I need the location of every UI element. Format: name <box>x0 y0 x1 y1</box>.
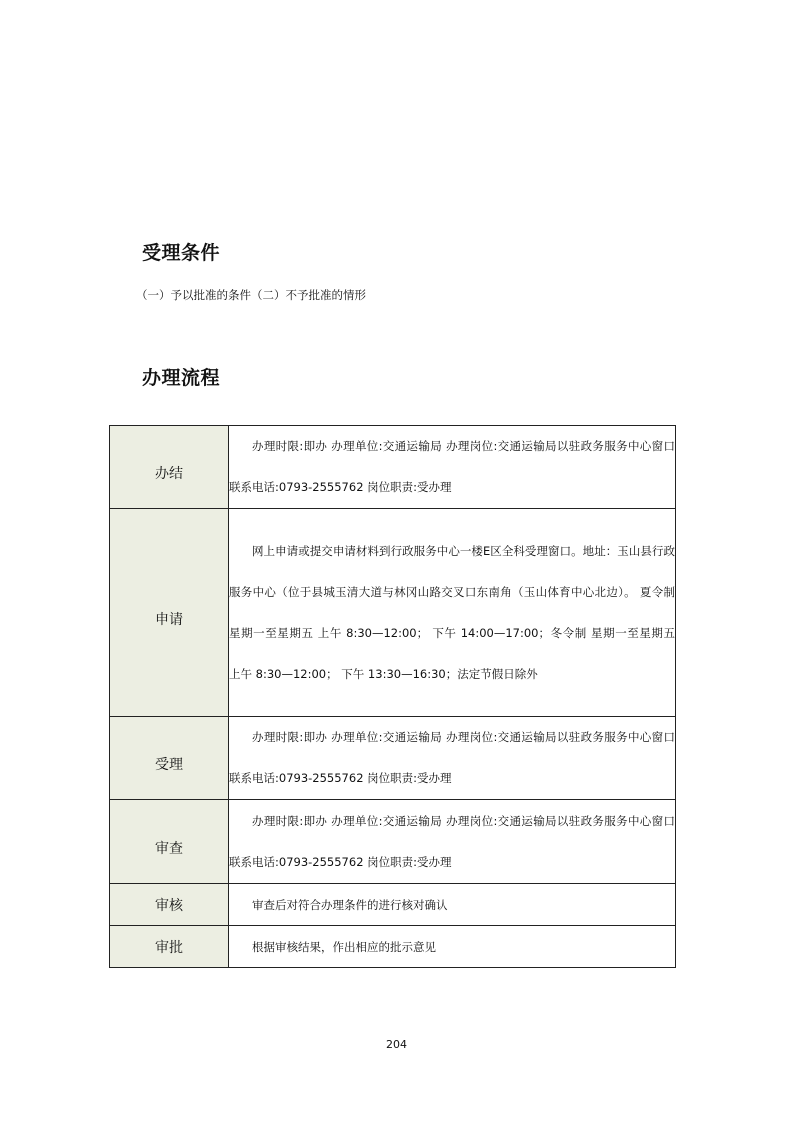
step-label: 申请 <box>110 509 229 717</box>
process-row-shenqing <box>110 509 676 717</box>
process-row-banjie <box>110 426 676 509</box>
step-label: 审查 <box>110 800 229 884</box>
step-description: 办理时限:即办 办理单位:交通运输局 办理岗位:交通运输局以驻政务服务中心窗口 联系电话:0793-2555762 岗位职责:受办理 <box>229 800 676 884</box>
step-label: 办结 <box>110 426 229 509</box>
page-number: 204 <box>386 1038 407 1051</box>
step-description: 办理时限:即办 办理单位:交通运输局 办理岗位:交通运输局以驻政务服务中心窗口 联系电话:0793-2555762 岗位职责:受办理 <box>229 717 676 800</box>
process-row-shenhe <box>110 884 676 926</box>
step-description: 审查后对符合办理条件的进行核对确认 <box>229 884 676 926</box>
step-description: 网上申请或提交申请材料到行政服务中心一楼E区全科受理窗口。地址：玉山县行政服务中心（位于县城玉清大道与林冈山路交叉口东南角（玉山体育中心北边）。 夏令制 星期一至星期五 上午 8:30—12:00； 下午 14:00—17:00；冬令制 星期一至星期五 上午 8:30—12:00； 下午 13:30—16:30；法定节假日除外 <box>229 509 676 717</box>
step-label: 审核 <box>110 884 229 926</box>
process-row-shencha <box>110 800 676 884</box>
step-label: 审批 <box>110 926 229 968</box>
conditions-text: （一）予以批准的条件（二）不予批准的情形 <box>136 288 366 302</box>
step-label: 受理 <box>110 717 229 800</box>
conditions-heading: 受理条件 <box>142 242 221 264</box>
process-row-shenpi <box>110 926 676 968</box>
step-description: 根据审核结果，作出相应的批示意见 <box>229 926 676 968</box>
step-description: 办理时限:即办 办理单位:交通运输局 办理岗位:交通运输局以驻政务服务中心窗口 联系电话:0793-2555762 岗位职责:受办理 <box>229 426 676 509</box>
process-row-shouli <box>110 717 676 800</box>
process-heading: 办理流程 <box>142 367 221 389</box>
process-table <box>109 425 676 968</box>
